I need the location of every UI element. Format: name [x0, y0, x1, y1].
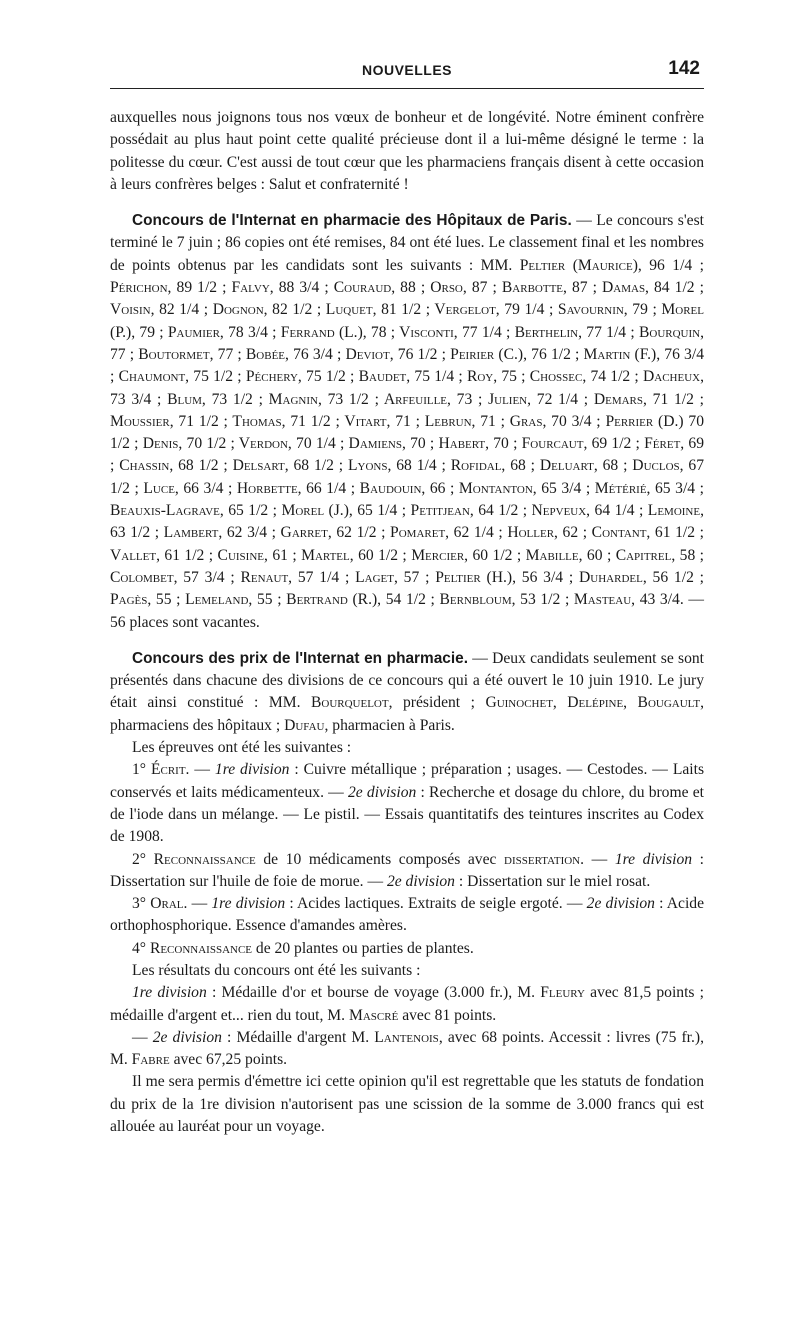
text-run: , pharmaciens des hôpitaux ; — [110, 694, 704, 734]
text-run: de 10 médicaments composés avec — [255, 850, 505, 868]
item-number: 2° — [132, 850, 154, 868]
epreuve-label: Reconnaissance — [153, 850, 256, 868]
item-number: 3° — [132, 895, 151, 913]
section-title: Concours des prix de l'Internat en pharmacie. — [132, 649, 468, 667]
division-label: 1re division — [211, 895, 286, 913]
text-run: : Dissertation sur le miel rosat. — [454, 872, 651, 890]
text-run: — — [189, 761, 215, 779]
epreuve-label: Oral. — [150, 895, 188, 913]
text-run: . — — [580, 850, 615, 868]
item-number: 1° — [132, 761, 151, 779]
section-prix — [110, 648, 704, 1139]
epreuves-intro: Les épreuves ont été les suivantes : — [132, 739, 352, 757]
text-run: : Acide orthophosphorique. Essence d'amandes amères. — [110, 895, 705, 935]
person-name: Dufau — [284, 716, 325, 734]
section-title: Concours de l'Internat en pharmacie des Hôpitaux de Paris. — [132, 212, 572, 230]
text-run: : Médaille d'or et bourse de voyage (3.000 fr.), M. — [206, 984, 541, 1002]
text-run: — Deux candidats seulement se sont présentés dans chacune des divisions de ce concours qui a été ouvert le 10 juin 1910. Le jury était ainsi constitué : MM. — [110, 649, 704, 712]
resultats-division-1 — [110, 982, 704, 1027]
closing-opinion: Il me sera permis d'émettre ici cette opinion qu'il est regrettable que les statuts de fondation du prix de la 1re division n'autorisent pas une scission de la somme de 3.000 francs qui est allouée au lauréat pour un voyage. — [110, 1073, 704, 1136]
division-label: 2e division — [152, 1028, 222, 1046]
person-name: Fabre — [131, 1051, 170, 1069]
division-label: 1re division — [614, 850, 693, 868]
epreuve-label: dissertation — [504, 850, 581, 868]
person-name: Fleury — [540, 984, 585, 1002]
epreuve-reconnaissance-medicaments — [110, 849, 704, 894]
epreuve-label: Reconnaissance — [149, 939, 253, 957]
text-run: avec 81 points. — [398, 1006, 497, 1024]
text-run: , pharmacien à Paris. — [324, 716, 455, 734]
person-name: Bourquelot — [310, 694, 389, 712]
item-number: 4° — [132, 939, 150, 957]
section-internat — [110, 210, 704, 634]
running-head — [110, 58, 704, 89]
person-name: Lantenois — [374, 1028, 439, 1046]
epreuve-oral — [110, 893, 704, 938]
text-run: avec 81,5 points ; médaille d'argent et... rien du tout, M. — [110, 984, 704, 1024]
person-names: Guinochet, Delépine, Bougault — [485, 694, 701, 712]
text-run: : Acides lactiques. Extraits de seigle ergoté. — — [285, 895, 587, 913]
resultats-division-2 — [110, 1027, 704, 1072]
text-run: — — [132, 1028, 153, 1046]
text-run: : Cuivre métallique ; préparation ; usages. — Cestodes. — Laits conservés et laits médicamenteux. — — [110, 761, 705, 801]
internat-paragraph — [110, 210, 704, 634]
ranking-list: Peltier (Maurice), 96 1/4 ; Périchon, 89 1/2 ; Falvy, 88 3/4 ; Couraud, 88 ; Orso, 87 ; Barbotte, 87 ; Damas, 84 1/2 ; Voisin, 82 1/4 ; Dognon, 82 1/2 ; Luquet, 81 1/2 ; Vergelot, 79 1/4 ; Savournin, 79 ; Morel (P.), 79 ; Paumier, 78 3/4 ; Ferrand (L.), 78 ; Visconti, 77 1/4 ; Berthelin, 77 1/4 ; Bourquin, 77 ; Boutormet, 77 ; Bobée, 76 3/4 ; Deviot, 76 1/2 ; Peirier (C.), 76 1/2 ; Martin (F.), 76 3/4 ; Chaumont, 75 1/2 ; Péchery, 75 1/2 ; Baudet, 75 1/4 ; Roy, 75 ; Chossec, 74 1/2 ; Dacheux, 73 3/4 ; Blum, 73 1/2 ; Magnin, 73 1/2 ; Arfeuille, 73 ; Julien, 72 1/4 ; Demars, 71 1/2 ; Moussier, 71 1/2 ; Thomas, 71 1/2 ; Vitart, 71 ; Lebrun, 71 ; Gras, 70 3/4 ; Perrier (D.) 70 1/2 ; Denis, 70 1/2 ; Verdon, 70 1/4 ; Damiens, 70 ; Habert, 70 ; Fourcaut, 69 1/2 ; Féret, 69 ; Chassin, 68 1/2 ; Delsart, 68 1/2 ; Lyons, 68 1/4 ; Rofidal, 68 ; Deluart, 68 ; Duclos, 67 1/2 ; Luce, 66 3/4 ; Horbette, 66 1/4 ; Baudouin, 66 ; Montanton, 65 3/4 ; Métérié, 65 3/4 ; Beauxis-Lagrave, 65 1/2 ; Morel (J.), 65 1/4 ; Petitjean, 64 1/2 ; Nepveux, 64 1/4 ; Lemoine, 63 1/2 ; Lambert, 62 3/4 ; Garret, 62 1/2 ; Pomaret, 62 1/4 ; Holler, 62 ; Contant, 61 1/2 ; Vallet, 61 1/2 ; Cuisine, 61 ; Martel, 60 1/2 ; Mercier, 60 1/2 ; Mabille, 60 ; Capitrel, 58 ; Colombet, 57 3/4 ; Renaut, 57 1/4 ; Laget, 57 ; Peltier (H.), 56 3/4 ; Duhardel, 56 1/2 ; Pagès, 55 ; Lemeland, 55 ; Bertrand (R.), 54 1/2 ; Bernbloum, 53 1/2 ; Masteau, 43 3/4. — [110, 256, 704, 609]
page-number: 142 — [668, 58, 700, 79]
division-label: 2e division — [586, 895, 655, 913]
division-label: 1re division — [132, 984, 207, 1002]
division-label: 2e division — [386, 872, 455, 890]
text-run: : Médaille d'argent M. — [221, 1028, 375, 1046]
text-run: : Recherche et dosage du chlore, du brome et de l'iode dans un mélange. — Le pistil. — Essais quantitatifs des teintures inscrites au Codex de 1908. — [110, 783, 704, 846]
text-run: : Dissertation sur l'huile de foie de morue. — — [110, 850, 704, 890]
header-title: NOUVELLES — [361, 62, 453, 78]
text-run: de 20 plantes ou parties de plantes. — [252, 939, 474, 957]
vacancies-note: — 56 places sont vacantes. — [110, 591, 704, 631]
prix-paragraph — [110, 648, 704, 737]
person-name: Mascré — [348, 1006, 399, 1024]
resultats-intro: Les résultats du concours ont été les suivants : — [132, 961, 421, 979]
epreuve-reconnaissance-plantes — [110, 938, 704, 960]
text-run: — — [187, 895, 212, 913]
text-run: , avec 68 points. Accessit : livres (75 fr.), M. — [110, 1028, 704, 1069]
text-run: avec 67,25 points. — [169, 1051, 288, 1069]
internat-lead: — Le concours s'est terminé le 7 juin ; 86 copies ont été remises, 84 ont été lues. Le classement final et les nombres de points obtenus par les candidats sont les suivants : MM. — [110, 212, 704, 274]
division-label: 1re division — [214, 761, 290, 779]
epreuve-ecrit — [110, 759, 704, 848]
text-run: , président ; — [388, 694, 486, 712]
division-label: 2e division — [347, 783, 417, 801]
intro-paragraph: auxquelles nous joignons tous nos vœux de bonheur et de longévité. Notre éminent confrère possédait au plus haut point cette qualité précieuse dont il a lui-même désigné le terme : la politesse du cœur. C'est aussi de tout cœur que les pharmaciens français disent à cette occasion à leurs confrères belges : Salut et confraternité ! — [110, 109, 704, 193]
epreuve-label: Écrit. — [150, 761, 190, 779]
